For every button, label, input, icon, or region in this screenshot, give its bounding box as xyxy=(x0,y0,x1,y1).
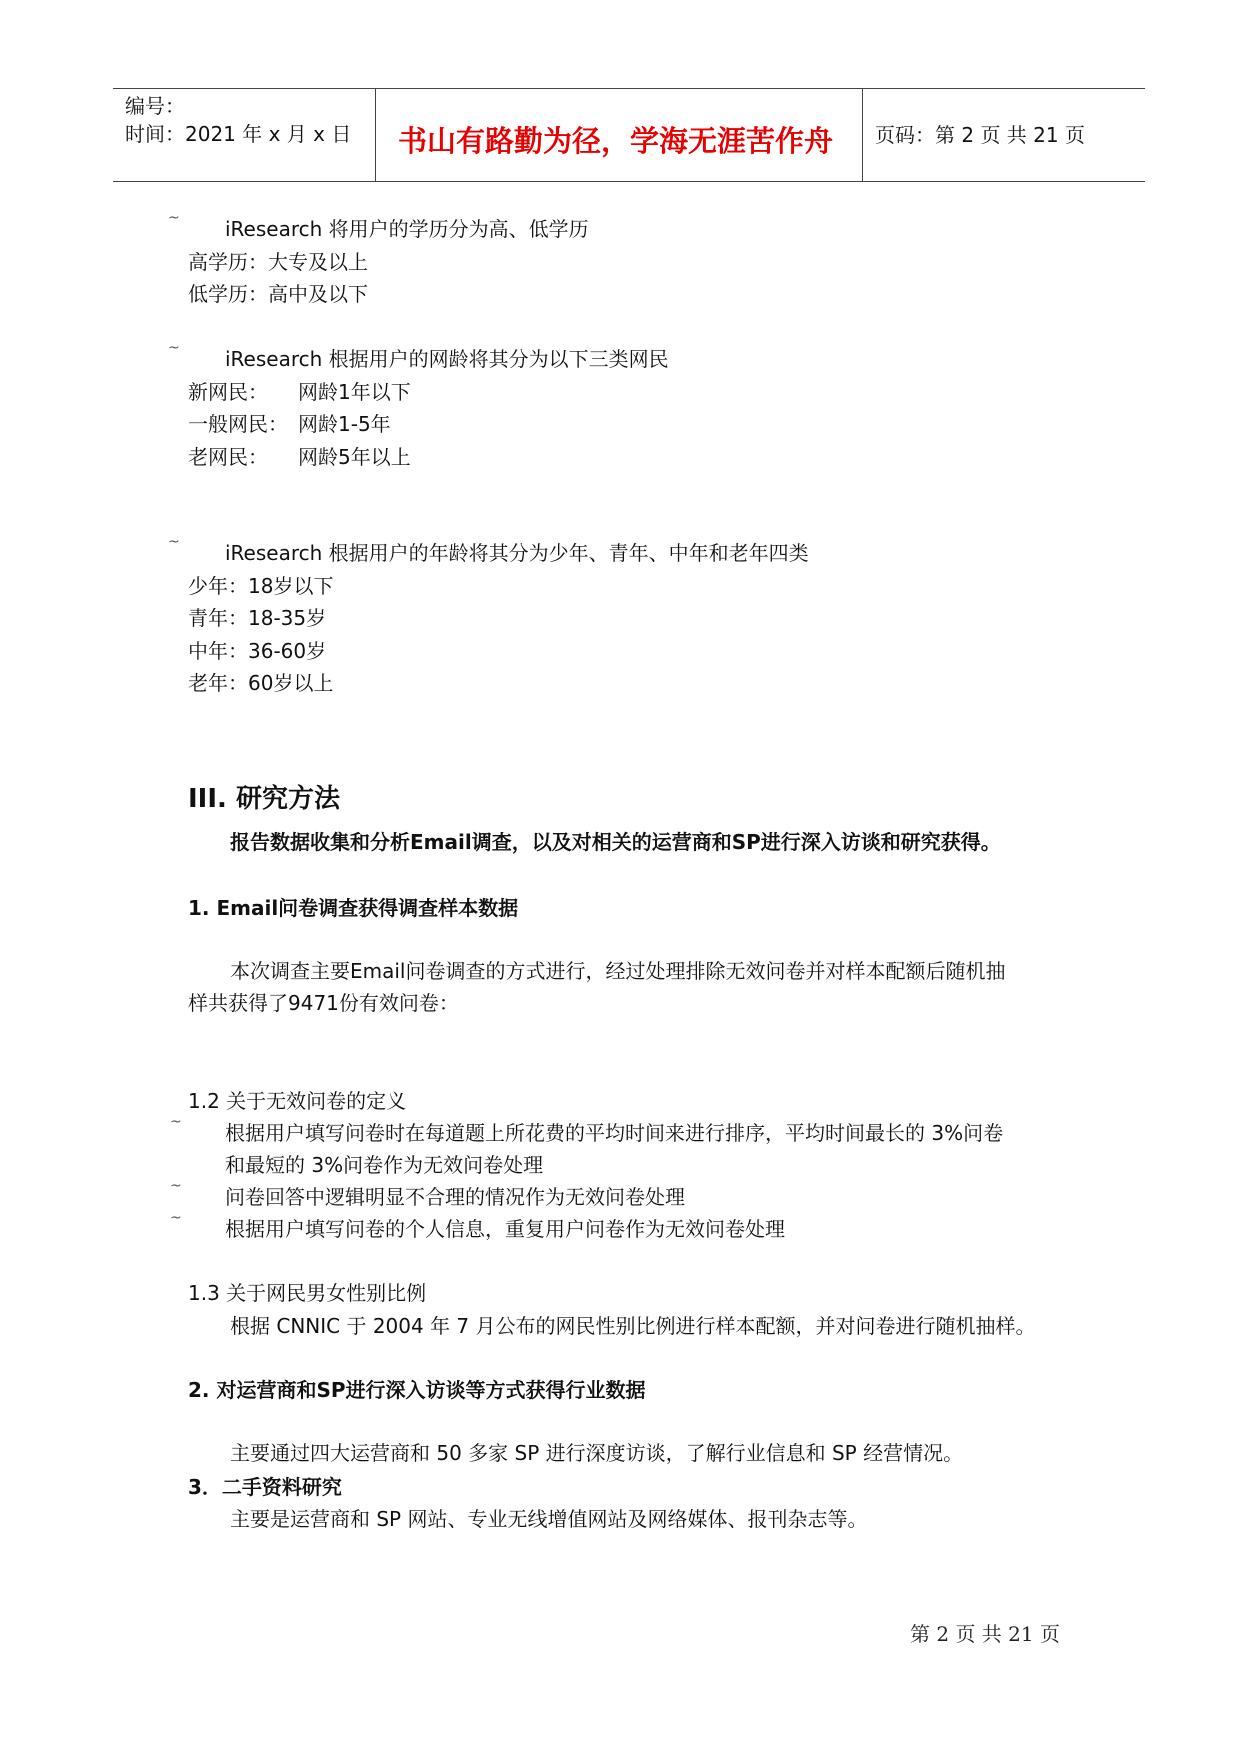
paragraph-line: 主要通过四大运营商和 50 多家 SP 进行深度访谈，了解行业信息和 SP 经营情况。 xyxy=(230,1441,964,1465)
list-item-value: 网龄1年以下 xyxy=(298,380,411,404)
bullet-marker: ~ xyxy=(168,534,180,550)
list-item: 和最短的 3%问卷作为无效问卷处理 xyxy=(225,1153,544,1177)
subsection-heading: 2. 对运营商和SP进行深入访谈等方式获得行业数据 xyxy=(188,1378,646,1402)
bullet-marker: ~ xyxy=(168,340,180,356)
bullet-marker: ~ xyxy=(170,1210,182,1226)
motto-text: 书山有路勤为径，学海无涯苦作舟 xyxy=(398,124,834,158)
list-item-label: 一般网民： xyxy=(188,412,288,436)
list-item-label: 老网民： xyxy=(188,445,268,469)
list-item: 老年：60岁以上 xyxy=(188,671,334,695)
subsection-heading: 1.2 关于无效问卷的定义 xyxy=(188,1089,407,1113)
document-date: 时间：2021 年 x 月 x 日 xyxy=(125,122,352,146)
method-summary: 报告数据收集和分析Email调查，以及对相关的运营商和SP进行深入访谈和研究获得。 xyxy=(230,830,1001,854)
page-footer: 第 2 页 共 21 页 xyxy=(910,1622,1060,1646)
list-item: 低学历：高中及以下 xyxy=(188,282,368,306)
subsection-heading: 1.3 关于网民男女性别比例 xyxy=(188,1281,427,1305)
header-page-number: 页码：第 2 页 共 21 页 xyxy=(875,123,1085,147)
list-item: 根据用户填写问卷的个人信息，重复用户问卷作为无效问卷处理 xyxy=(225,1217,785,1241)
header-motto-cell xyxy=(375,89,863,181)
bullet-marker: ~ xyxy=(170,1114,182,1130)
net-age-intro: iResearch 根据用户的网龄将其分为以下三类网民 xyxy=(225,347,669,371)
list-item: 青年：18-35岁 xyxy=(188,606,327,630)
education-intro: iResearch 将用户的学历分为高、低学历 xyxy=(225,217,589,241)
paragraph-line: 主要是运营商和 SP 网站、专业无线增值网站及网络媒体、报刊杂志等。 xyxy=(230,1507,868,1531)
header-left-cell xyxy=(113,89,375,181)
list-item: 高学历：大专及以上 xyxy=(188,250,368,274)
list-item: 根据用户填写问卷时在每道题上所花费的平均时间来进行排序，平均时间最长的 3%问卷 xyxy=(225,1121,1004,1145)
list-item-value: 网龄5年以上 xyxy=(298,445,411,469)
document-number-label: 编号： xyxy=(125,94,185,118)
section-heading: III. 研究方法 xyxy=(188,784,340,814)
page-header xyxy=(113,88,1145,182)
list-item-label: 新网民： xyxy=(188,380,268,404)
paragraph-line: 本次调查主要Email问卷调查的方式进行，经过处理排除无效问卷并对样本配额后随机抽 xyxy=(230,959,1006,983)
list-item-value: 网龄1-5年 xyxy=(298,412,391,436)
subsection-heading: 1. Email问卷调查获得调查样本数据 xyxy=(188,896,519,920)
list-item: 中年：36-60岁 xyxy=(188,639,327,663)
bullet-marker: ~ xyxy=(170,1178,182,1194)
subsection-heading: 3．二手资料研究 xyxy=(188,1475,342,1499)
age-intro: iResearch 根据用户的年龄将其分为少年、青年、中年和老年四类 xyxy=(225,541,809,565)
list-item: 少年：18岁以下 xyxy=(188,574,334,598)
header-page-cell xyxy=(863,89,1145,181)
paragraph-line: 样共获得了9471份有效问卷： xyxy=(188,991,459,1015)
list-item: 问卷回答中逻辑明显不合理的情况作为无效问卷处理 xyxy=(225,1185,685,1209)
bullet-marker: ~ xyxy=(168,210,180,226)
paragraph-line: 根据 CNNIC 于 2004 年 7 月公布的网民性别比例进行样本配额，并对问卷进行随机抽样。 xyxy=(230,1314,1036,1338)
